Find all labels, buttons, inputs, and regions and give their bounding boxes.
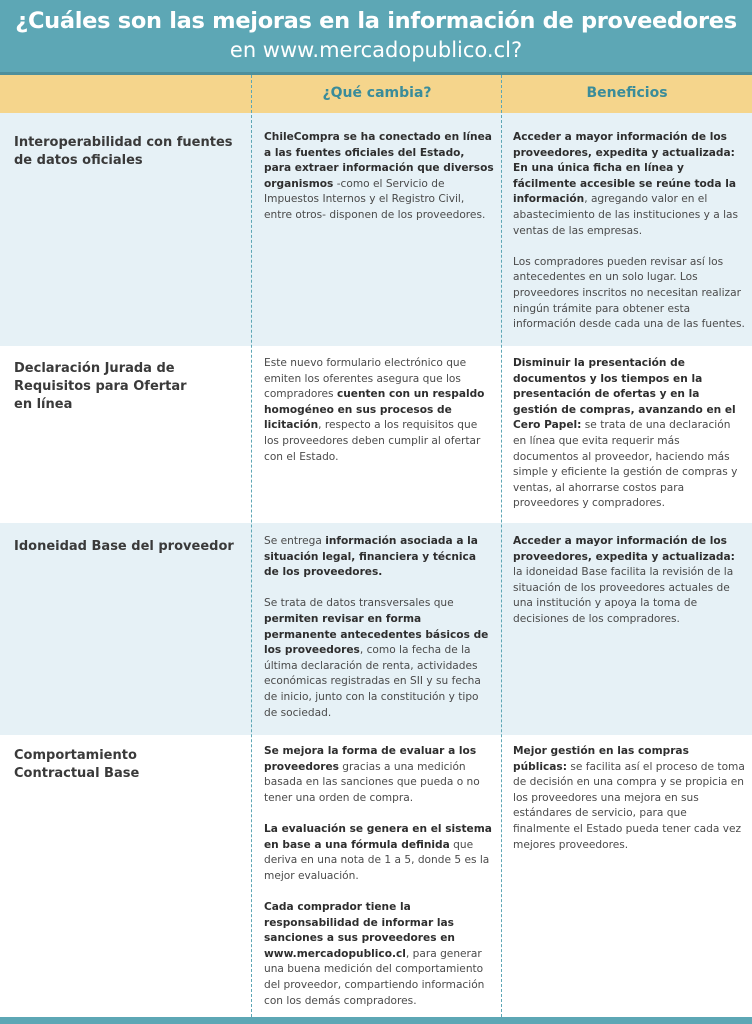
cell-paragraph — [513, 255, 745, 333]
bold-text: Acceder a mayor información de los proveedores, expedita y actualizada: — [513, 535, 735, 563]
bold-text: La evaluación se genera en el sistema en base a una fórmula definida — [264, 822, 492, 851]
row-title: Interoperabilidad con fuentes de datos oficiales — [14, 135, 233, 168]
cell-paragraph — [264, 744, 494, 806]
text: se trata de una declaración en línea que evita requerir más documentos al proveedor, haciendo más simple y eficiente la gestión de compras y ventas, al ahorrarse costos para proveedores y compradores. — [513, 419, 738, 510]
page-header — [0, 0, 752, 72]
text: Los compradores pueden revisar así los antecedentes en un solo lugar. Los proveedores inscritos no necesitan realizar ningún trámite para obtener esta información desde cada una de las fuentes. — [513, 255, 745, 331]
text: , como la fecha de la última declaración de renta, actividades económicas registradas en SII y su fecha de inicio, junto con la constitución y tipo de sociedad. — [264, 644, 481, 719]
column-header-bar — [0, 75, 752, 113]
text: Este nuevo formulario electrónico que emiten los oferentes asegura que los compradores — [264, 357, 467, 401]
bold-text: Mejor gestión en las compras públicas: — [513, 745, 689, 773]
page-subtitle: en www.mercadopublico.cl? — [229, 38, 523, 62]
cell-paragraph — [264, 596, 494, 721]
text: , agregando valor en el abastecimiento de las instituciones y a las ventas de las empresas. — [513, 193, 739, 237]
benefits-cell — [513, 130, 745, 333]
column-header-benefits: Beneficios — [586, 85, 668, 101]
column-divider — [501, 75, 502, 1017]
text: , respecto a los requisitos que los proveedores deben cumplir al ofertar con el Estado. — [264, 419, 481, 463]
table-row — [0, 735, 752, 1017]
text: Se trata de datos transversales que — [264, 597, 454, 610]
cell-paragraph — [513, 744, 745, 853]
row-title: Idoneidad Base del proveedor — [14, 539, 234, 554]
benefits-cell — [513, 356, 745, 512]
text: que deriva en una nota de 1 a 5, donde 5 es la mejor evaluación. — [264, 838, 490, 882]
text: Se entrega — [264, 535, 326, 547]
text: , para generar una buena medición del comportamiento del proveedor, compartiendo información con los demás compradores. — [264, 947, 485, 1007]
cell-paragraph — [264, 822, 494, 884]
bold-text: Disminuir la presentación de documentos y los tiempos en la presentación de ofertas y en la gestión de compras, avanzando en el Cero Papel: — [513, 357, 736, 432]
bold-text: permiten revisar en forma permanente antecedentes básicos de los proveedores — [264, 612, 489, 657]
bold-text: ChileCompra se ha conectado en línea a las fuentes oficiales del Estado, para extraer información que diversos organismos — [264, 131, 494, 190]
benefits-cell — [513, 744, 745, 853]
text: la idoneidad Base facilita la revisión de la situación de los proveedores actuales de una institución y apoya la toma de decisiones de los compradores. — [513, 566, 734, 625]
bold-text: cuenten con un respaldo homogéneo en sus procesos de licitación — [264, 388, 485, 432]
cell-paragraph — [513, 356, 745, 512]
bold-text: Se mejora la forma de evaluar a los proveedores — [264, 745, 477, 773]
changes-cell — [264, 356, 494, 465]
table-row — [0, 523, 752, 735]
page-footer-bar — [0, 1017, 752, 1024]
changes-cell — [264, 744, 494, 1009]
benefits-cell — [513, 534, 745, 628]
cell-paragraph — [264, 534, 494, 581]
cell-paragraph — [513, 534, 745, 628]
text: gracias a una medición basada en las sanciones que pueda o no tener una orden de compra. — [264, 760, 480, 804]
row-title: Declaración Jurada de Requisitos para Ofertar en línea — [14, 361, 187, 412]
table-row — [0, 113, 752, 346]
changes-cell — [264, 534, 494, 721]
row-title: Comportamiento Contractual Base — [14, 748, 140, 781]
bold-text: Cada comprador tiene la responsabilidad de informar las sanciones a sus proveedores en www.mercadopublico.cl — [264, 900, 455, 960]
cell-paragraph — [264, 900, 494, 1009]
changes-cell — [264, 130, 494, 224]
bold-text: información asociada a la situación legal, financiera y técnica de los proveedores. — [264, 535, 478, 579]
cell-paragraph — [264, 130, 494, 224]
text: se facilita así el proceso de toma de decisión en una compra y se propicia en los proveedores una mejora en sus estándares de servicio, para que finalmente el Estado pueda tener cada vez mejores proveedores. — [513, 760, 745, 851]
cell-paragraph — [513, 130, 745, 239]
cell-paragraph — [264, 356, 494, 465]
table-row — [0, 346, 752, 523]
text: -como el Servicio de Impuestos Internos y el Registro Civil, entre otros- disponen de los proveedores. — [264, 177, 486, 221]
column-divider — [251, 75, 252, 1017]
page-title: ¿Cuáles son las mejoras en la información de proveedores — [15, 8, 737, 34]
bold-text: Acceder a mayor información de los proveedores, expedita y actualizada: En una única ficha en línea y fácilmente accesible se reúne toda la información — [513, 131, 737, 206]
column-header-changes: ¿Qué cambia? — [322, 85, 432, 101]
